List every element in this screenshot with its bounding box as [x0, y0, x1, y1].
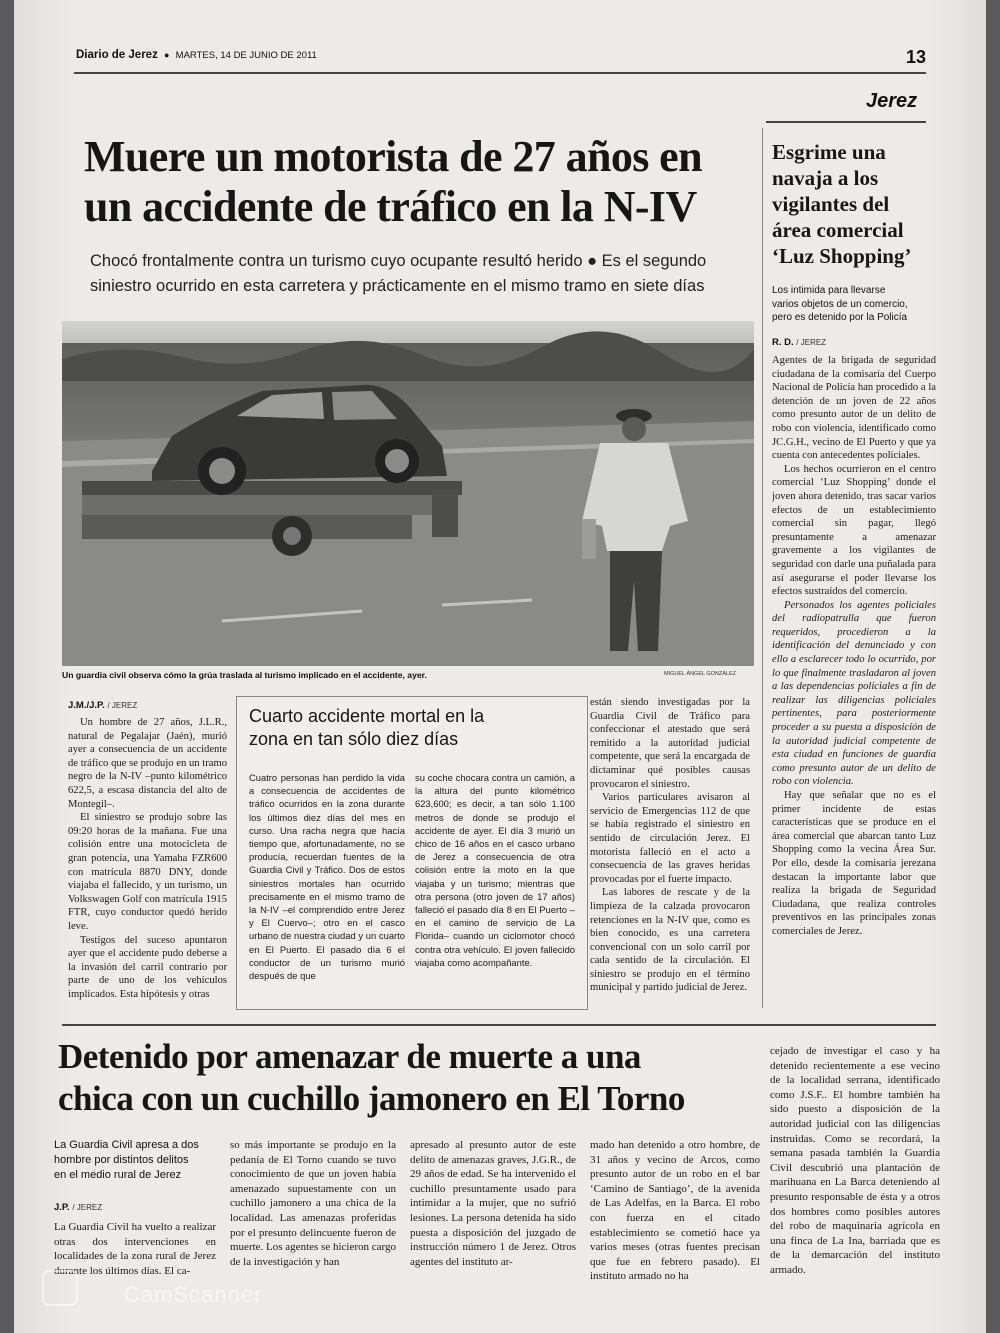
issue-date: MARTES, 14 DE JUNIO DE 2011	[175, 50, 317, 61]
bottom-column-3: apresado al presunto autor de este delito de amenazas graves, J.G.R., de 29 años de edad. Se ha intervenido el cuchillo presuntamente usado para intimidar a la mujer, que no sufrió lesiones. La persona detenida ha sido puesta a disposición del juzgado de instrucción número 1 de Jerez. Otros agentes del instituto ar-	[410, 1139, 576, 1268]
sidebar-column-a: Cuatro personas han perdido la vida a consecuencia de accidentes de tráfico ocurridos en la zona durante los últimos diez días del mes en curso. Una racha negra que hacía tiempo que, afortunadamente, no se producía, recuerdan fuentes de la Guardia Civil y Tráfico. Dos de estos siniestros mortales han ocurrido precisamente en el mismo tramo de la N-IV –el comprendido entre Jerez y El Cuervo–; otro en el casco urbano de nuestra ciudad y un cuarto en El Puerto. El pasado día 6 el conductor de un turismo murió después de que	[249, 772, 405, 982]
right-headline-line-4: área comercial	[772, 218, 904, 242]
bottom-headline-line-1: Detenido por amenazar de muerte a una	[58, 1037, 641, 1076]
right-deck-line-1: Los intimida para llevarse	[772, 285, 886, 296]
bottom-column-2: so más importante se produjo en la pedanía de El Torno cuando se tuvo conocimiento de que un joven había amenazado supuestamente con un cuchillo jamonero a una chica de la localidad. Las amenazas proferidas por el presunto delincuente fueron de muerte. Los agentes se hicieron cargo de la investigación y han	[230, 1139, 396, 1268]
main-headline	[84, 132, 754, 232]
right-byline-place: / JEREZ	[796, 338, 827, 347]
main-subheadline	[90, 249, 760, 299]
right-paragraph-2: Los hechos ocurrieron en el centro comercial ‘Luz Shopping’ donde el joven ahora detenido, tras sacar varios efectos de un establecimiento comercial sin pagar, llegó presuntamente a amenazar gravemente a los vigilantes de seguridad con darle una puñalada para así asegurarse el poder llevarse los efectos sustraídos del comercio.	[772, 463, 936, 598]
accident-photo	[62, 321, 754, 666]
bottom-byline-author: J.P.	[54, 1202, 70, 1213]
right-paragraph-4: Hay que señalar que no es el primer incidente de estas características que se produce en el área comercial que abarcan tanto Luz Shopping como la vecina Área Sur. Por ello, desde la comisaría jerezana destacan la importante labor que realiza la brigada de Seguridad Ciudadana, que realiza controles preventivos en las principales zonas comerciales de Jerez.	[772, 790, 936, 937]
right-byline	[772, 337, 826, 348]
bottom-deck	[54, 1138, 224, 1183]
section-rule	[766, 121, 926, 123]
bottom-column-5: cejado de investigar el caso y ha detenido recientemente a ese vecino de la localidad serrana, identificado como J.S.F.. El hombre también ha sido puesto a disposición de la autoridad judicial con las diligencias instruidas. Como se recordará, la semana pasada también la Guardia Civil descubrió una plantación de marihuana en La Barca deteniendo al presunto responsable de ésta y a otros dos hombres como posibles autores del robo de maquinaria agrícola en una finca de La Ina, barriada que es de la demarcación del instituto armado.	[770, 1045, 940, 1276]
main-paragraph-5: Varios particulares avisaron al servicio de Emergencias 112 de que se había registrado el siniestro en sentido de circulación Jerez. El motorista falleció en el acto a consecuencia de las graves heridas provocadas por el fuerte impacto.	[590, 792, 750, 885]
scanner-logo-icon	[42, 1270, 78, 1306]
section-name: Jerez	[866, 90, 918, 112]
right-paragraph-3: Personados los agentes policiales del radiopatrulla que fueron requeridos, procedieron a la identificación del denunciado y con ello a esclarecer todo lo ocurrido, por lo que finalmente trasladaron al joven a las dependencias policiales a fin de realizar las diligencias policiales pertinentes, para posteriormente proceder a su puesta a disposición de la autoridad judicial competente de esta ciudad en funciones de guardia como presunto autor de un delito de robo con violencia.	[772, 599, 936, 788]
main-subheadline-line-2: siniestro ocurrido en esta carretera y prácticamente en el mismo tramo en siete días	[90, 277, 705, 295]
main-paragraph-2: El siniestro se produjo sobre las 09:20 horas de la mañana. Fue una colisión entre una motocicleta de gran potencia, una Yamaha FZR600 con matrícula 8870 DNY, donde viajaba el fallecido, y un turismo, un Volkswagen Golf con matrícula 1915 FTR, cuyo conductor quedó herido leve.	[68, 812, 227, 932]
main-subheadline-line-1: Chocó frontalmente contra un turismo cuyo ocupante resultó herido ● Es el segundo	[90, 252, 707, 270]
bottom-byline	[54, 1202, 102, 1213]
page-number: 13	[906, 47, 927, 67]
right-paragraph-1: Agentes de la brigada de seguridad ciudadana de la comisaría del Cuerpo Nacional de Policía han procedido a la detención de un joven de 22 años como presunto autor de un delito de robo con violencia, identificado como JC.G.H., vecino de El Puerto y que ya cuenta con antecedentes policiales.	[772, 355, 936, 462]
sidebar-title	[249, 705, 579, 751]
photo-credit: MIGUEL ÁNGEL GONZÁLEZ	[664, 671, 737, 677]
right-deck-line-3: pero es detenido por la Policía	[772, 312, 908, 323]
bottom-deck-line-1: La Guardia Civil apresa a dos	[54, 1139, 199, 1151]
bottom-deck-line-3: en el medio rural de Jerez	[54, 1169, 182, 1181]
photo-caption: Un guardia civil observa cómo la grúa traslada al turismo implicado en el accidente, ayer.	[62, 670, 427, 680]
bottom-deck-line-2: hombre por distintos delitos	[54, 1154, 189, 1166]
sidebar-column-b: su coche chocara contra un camión, a la altura del punto kilométrico 623,600; es decir, a tan sólo 1.100 metros de donde se produjo el accidente de ayer. El día 3 murió un chico de 16 años en el casco urbano de Jerez a consecuencia de otra colisión entre la moto en la que viajaba y un turismo; mientras que otra persona (otro joven de 17 años) falleció el pasado día 8 en El Puerto –en el camino de servicio de La Florida– cuando un ciclomotor chocó contra otra vehículo. El joven fallecido viajaba como acompañante.	[415, 772, 575, 968]
bottom-headline-line-2: chica con un cuchillo jamonero en El Torno	[58, 1079, 685, 1118]
sidebar-box	[236, 696, 588, 1010]
right-headline-line-5: ‘Luz Shopping’	[772, 244, 912, 268]
tow-truck-photo-illustration	[62, 321, 754, 666]
main-paragraph-3: Testigos del suceso apuntaron ayer que el accidente pudo deberse a la invasión del carril contrario por parte de uno de los vehículos implicados. Esta hipótesis y otras	[68, 934, 227, 1000]
right-article-headline	[772, 139, 932, 269]
main-byline-author: J.M./J.P.	[68, 700, 105, 711]
bottom-section-rule	[62, 1024, 936, 1026]
header-dot: ●	[164, 50, 170, 60]
main-paragraph-4: están siendo investigadas por la Guardia Civil de Tráfico para confeccionar el atestado que será remitido a la autoridad judicial competente, que será la encargada de dictaminar qué posibles causas provocaron el siniestro.	[590, 697, 750, 790]
scanner-watermark: CamScanner	[124, 1282, 263, 1307]
main-headline-line-2: un accidente de tráfico en la N-IV	[84, 182, 697, 231]
right-byline-author: R. D.	[772, 337, 794, 348]
right-headline-line-2: navaja a los	[772, 166, 879, 190]
right-column-divider	[762, 128, 763, 1008]
bottom-column-1: La Guardia Civil ha vuelto a realizar otras dos intervenciones en localidades de la zona rural de Jerez durante los últimos días. El ca-	[54, 1221, 216, 1277]
right-headline-line-3: vigilantes del	[772, 192, 890, 216]
newspaper-page	[14, 0, 986, 1333]
main-paragraph-6: Las labores de rescate y de la limpieza de la calzada provocaron retenciones en la N-IV que, como es bien conocido, es una carretera convencional con un solo carril por cada sentido de la circulación. El siniestro se produjo en el término municipal y partido judicial de Jerez.	[590, 887, 750, 994]
bottom-headline	[58, 1036, 768, 1120]
right-deck-line-2: varios objetos de un comercio,	[772, 298, 908, 310]
main-article-column-4	[590, 696, 750, 1004]
right-headline-line-1: Esgrime una	[772, 140, 886, 164]
main-headline-line-1: Muere un motorista de 27 años en	[84, 132, 702, 181]
main-article-column-1	[68, 716, 227, 1004]
newspaper-name: Diario de Jerez	[76, 49, 158, 61]
main-paragraph-1: Un hombre de 27 años, J.L.R., natural de Pegalajar (Jaén), murió ayer a consecuencia de un accidente de tráfico que se produjo en un tramo negro de la N-IV –punto kilométrico 622,5, a escasa distancia del alto de Montegil–.	[68, 717, 227, 810]
main-byline	[68, 700, 137, 711]
bottom-byline-place: / JEREZ	[72, 1203, 103, 1212]
header-rule	[74, 72, 926, 74]
right-article-deck	[772, 284, 932, 325]
sidebar-title-line-1: Cuarto accidente mortal en la	[249, 706, 485, 726]
sidebar-title-line-2: zona en tan sólo diez días	[249, 729, 459, 749]
right-article-body	[772, 354, 936, 1006]
bottom-column-4: mado han detenido a otro hombre, de 31 años y vecino de Arcos, como presunto autor de un robo en el bar ‘Camino de Santiago’, de la avenida de Las Adelfas, en la Barca. El robo con fuerza en el citado establecimiento se cometió hace ya varios meses (otras fuentes precisan que fue en febrero pasado). El instituto armado no ha	[590, 1139, 760, 1283]
main-byline-place: / JEREZ	[107, 701, 138, 710]
page-header	[76, 49, 317, 61]
